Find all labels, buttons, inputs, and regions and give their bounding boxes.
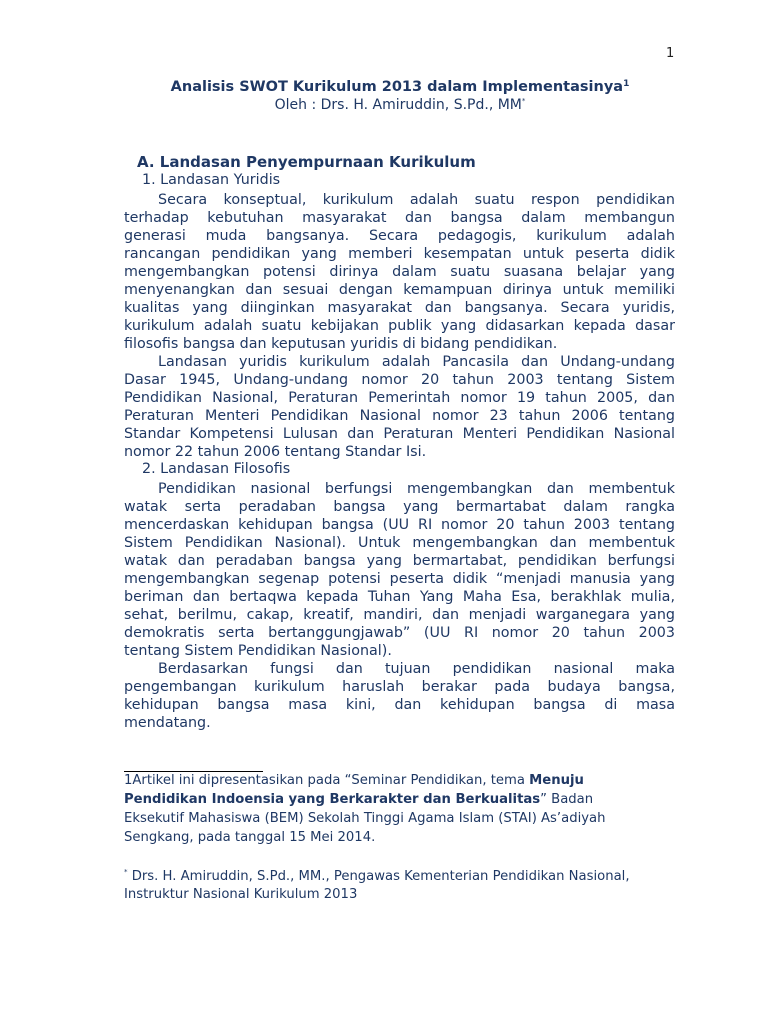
paragraph-line: Dasar 1945, Undang-undang nomor 20 tahun 2003 tentang Sistem [124,372,675,388]
paragraph-line: mengembangkan potensi dirinya dalam suatu suasana belajar yang [124,264,675,280]
paragraph-line: pengembangan kurikulum haruslah berakar pada budaya bangsa, [124,679,675,695]
footnote-bold-text: Menuju [529,773,584,788]
paragraph-line: kehidupan bangsa masa kini, dan kehidupan bangsa di masa [124,697,675,713]
footnote-text: 1Artikel ini dipresentasikan pada “Seminar Pendidikan, tema [124,773,530,788]
footnote-1-line [124,773,584,788]
footnote-separator [124,771,263,772]
paragraph-line: kualitas yang diinginkan masyarakat dan bangsanya. Secara yuridis, [124,300,675,316]
subheading-landasan-yuridis: 1. Landasan Yuridis [142,172,281,188]
paragraph-line: mencerdaskan kehidupan bangsa (UU RI nomor 20 tahun 2003 tentang [124,517,675,533]
paragraph-line: kurikulum adalah suatu kebijakan publik yang didasarkan kepada dasar [124,318,675,334]
footnote-text: ” Badan [540,792,594,807]
footnote-2-line [124,868,630,884]
paragraph-line: rancangan pendidikan yang memberi kesempatan untuk peserta didik [124,246,675,262]
paragraph-line: mengembangkan segenap potensi peserta didik “menjadi manusia yang [124,571,675,587]
subheading-landasan-filosofis: 2. Landasan Filosofis [142,461,291,477]
paragraph-line: generasi muda bangsanya. Secara pedagogis, kurikulum adalah [124,228,675,244]
paragraph-line: Landasan yuridis kurikulum adalah Pancasila dan Undang-undang [158,354,675,370]
paragraph-line: watak dan peradaban bangsa yang bermartabat, pendidikan berfungsi [124,553,675,569]
paragraph-line: Sistem Pendidikan Nasional). Untuk mengembangkan dan membentuk [124,535,675,551]
paragraph-line: demokratis serta bertanggungjawab” (UU RI nomor 20 tahun 2003 [124,625,675,641]
footnote-1-line [124,792,593,807]
author-line [0,97,768,113]
paragraph-line: tentang Sistem Pendidikan Nasional). [124,643,392,659]
footnote-1-line: Sengkang, pada tanggal 15 Mei 2014. [124,830,376,845]
paragraph-line: Pendidikan Nasional, Peraturan Pemerintah nomor 19 tahun 2005, dan [124,390,675,406]
page-number: 1 [666,46,675,61]
document-title [0,79,768,95]
paragraph-line: Standar Kompetensi Lulusan dan Peraturan Menteri Pendidikan Nasional [124,426,675,442]
section-heading-a: A. Landasan Penyempurnaan Kurikulum [137,153,476,171]
author-text: Oleh : Drs. H. Amiruddin, S.Pd., MM [274,97,522,113]
footnote-2-marker: * [124,868,128,876]
footnote-text: Drs. H. Amiruddin, S.Pd., MM., Pengawas Kementerian Pendidikan Nasional, [127,869,630,884]
paragraph-line: Secara konseptual, kurikulum adalah suatu respon pendidikan [158,192,675,208]
footnote-bold-text: Pendidikan Indoensia yang Berkarakter dan Berkualitas [124,792,541,807]
footnote-2-line: Instruktur Nasional Kurikulum 2013 [124,887,358,902]
paragraph-line: nomor 22 tahun 2006 tentang Standar Isi. [124,444,427,460]
paragraph-line: watak serta peradaban bangsa yang bermartabat dalam rangka [124,499,675,515]
paragraph-line: menyenangkan dan sesuai dengan kemampuan dirinya untuk memiliki [124,282,675,298]
paragraph-line: Pendidikan nasional berfungsi mengembangkan dan membentuk [158,481,675,497]
paragraph-line: filosofis bangsa dan keputusan yuridis di bidang pendidikan. [124,336,558,352]
paragraph-line: Berdasarkan fungsi dan tujuan pendidikan nasional maka [158,661,675,677]
paragraph-line: mendatang. [124,715,211,731]
paragraph-line: terhadap kebutuhan masyarakat dan bangsa dalam membangun [124,210,675,226]
paragraph-line: sehat, berilmu, cakap, kreatif, mandiri, dan menjadi warganegara yang [124,607,675,623]
author-footnote-marker: * [521,97,526,105]
title-text: Analisis SWOT Kurikulum 2013 dalam Implementasinya [170,79,624,95]
paragraph-line: beriman dan bertaqwa kepada Tuhan Yang Maha Esa, berakhlak mulia, [124,589,675,605]
footnote-1-line: Eksekutif Mahasiswa (BEM) Sekolah Tinggi Agama Islam (STAI) As’adiyah [124,811,606,826]
paragraph-line: Peraturan Menteri Pendidikan Nasional nomor 23 tahun 2006 tentang [124,408,675,424]
title-footnote-marker: 1 [623,79,630,89]
